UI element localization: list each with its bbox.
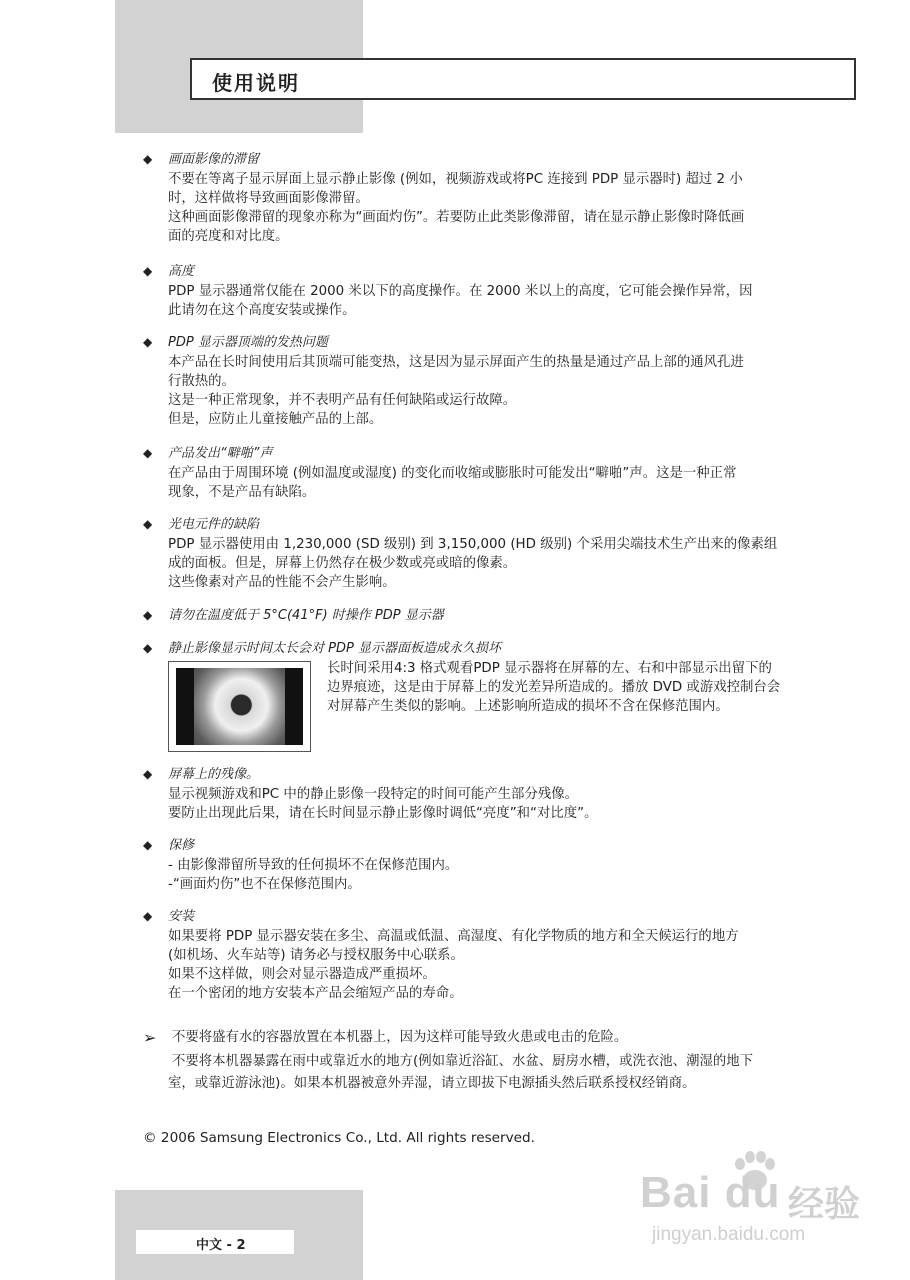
section-text: - 由影像滞留所导致的任何损坏不在保修范围内。 xyxy=(168,858,459,873)
section-text: 现象，不是产品有缺陷。 xyxy=(168,485,316,500)
section-heading: 安装 xyxy=(168,909,195,924)
bullet-icon: ◆ xyxy=(143,335,153,349)
note-text: 不要将盛有水的容器放置在本机器上，因为这样可能导致火患或电击的危险。 xyxy=(172,1030,628,1045)
tv-screen-illustration xyxy=(168,661,311,752)
bullet-icon: ◆ xyxy=(143,446,153,460)
section-heading: 产品发出“噼啪”声 xyxy=(168,446,273,461)
section-text: (如机场、火车站等) 请务必与授权服务中心联系。 xyxy=(168,948,464,963)
bullet-icon: ◆ xyxy=(143,641,153,655)
section-text: PDP 显示器使用由 1,230,000 (SD 级别) 到 3,150,000 (HD 级别) 个采用尖端技术生产出来的像素组 xyxy=(168,537,778,552)
bullet-icon: ◆ xyxy=(143,909,153,923)
section-text: 成的面板。但是，屏幕上仍然存在极少数或亮或暗的像素。 xyxy=(168,556,517,571)
arrow-icon: ➢ xyxy=(143,1028,157,1047)
section-heading: 光电元件的缺陷 xyxy=(168,517,260,532)
section-text: 这是一种正常现象，并不表明产品有任何缺陷或运行故障。 xyxy=(168,393,517,408)
note-text: 不要将本机器暴露在雨中或靠近水的地方(例如靠近浴缸、水盆、厨房水槽，或洗衣池、潮湿的地下 xyxy=(172,1054,754,1069)
section-text: 在一个密闭的地方安装本产品会缩短产品的寿命。 xyxy=(168,986,463,1001)
bullet-icon: ◆ xyxy=(143,264,153,278)
section-heading: PDP 显示器顶端的发热问题 xyxy=(168,335,328,350)
section-heading: 高度 xyxy=(168,264,195,279)
section-text: 本产品在长时间使用后其顶端可能变热，这是因为显示屏面产生的热量是通过产品上部的通风孔进 xyxy=(168,355,744,370)
section-heading: 画面影像的滞留 xyxy=(168,152,260,167)
baidu-watermark xyxy=(640,1150,870,1250)
section-text: 不要在等离子显示屏面上显示静止影像 (例如，视频游戏或将PC 连接到 PDP 显示器时) 超过 2 小 xyxy=(168,172,743,187)
section-text: 在产品由于周围环境 (例如温度或湿度) 的变化而收缩或膨胀时可能发出“噼啪”声。这是一种正常 xyxy=(168,466,737,481)
section-text: 如果不这样做，则会对显示器造成严重损坏。 xyxy=(168,967,436,982)
section-text: 对屏幕产生类似的影响。上述影响所造成的损坏不含在保修范围内。 xyxy=(327,699,729,714)
section-text: 但是，应防止儿童接触产品的上部。 xyxy=(168,412,383,427)
section-text: 行散热的。 xyxy=(168,374,235,389)
section-text: 这些像素对产品的性能不会产生影响。 xyxy=(168,575,396,590)
section-text: 这种画面影像滞留的现象亦称为“画面灼伤”。若要防止此类影像滞留，请在显示静止影像时降低画 xyxy=(168,210,745,225)
section-heading: 静止影像显示时间太长会对 PDP 显示器面板造成永久损坏 xyxy=(168,641,501,656)
section-text: 面的亮度和对比度。 xyxy=(168,229,289,244)
section-text: 此请勿在这个高度安装或操作。 xyxy=(168,303,356,318)
section-text: 显示视频游戏和PC 中的静止影像一段特定的时间可能产生部分残像。 xyxy=(168,787,579,802)
section-text: -“画面灼伤”也不在保修范围内。 xyxy=(168,877,361,892)
flower-image xyxy=(194,668,285,745)
section-text: 时，这样做将导致画面影像滞留。 xyxy=(168,191,369,206)
watermark-url: jingyan.baidu.com xyxy=(652,1224,806,1245)
page-title-box xyxy=(190,58,856,100)
section-heading: 屏幕上的残像。 xyxy=(168,767,260,782)
bullet-icon: ◆ xyxy=(143,838,153,852)
watermark-cn: 经验 xyxy=(788,1184,861,1225)
section-heading: 保修 xyxy=(168,838,195,853)
section-text: PDP 显示器通常仅能在 2000 米以下的高度操作。在 2000 米以上的高度，它可能会操作异常，因 xyxy=(168,284,753,299)
section-text: 如果要将 PDP 显示器安装在多尘、高温或低温、高湿度、有化学物质的地方和全天候运行的地方 xyxy=(168,929,739,944)
note-text: 室，或靠近游泳池)。如果本机器被意外弄湿，请立即拔下电源插头然后联系授权经销商。 xyxy=(168,1076,696,1091)
section-text: 边界痕迹，这是由于屏幕上的发光差异所造成的。播放 DVD 或游戏控制台会 xyxy=(327,680,781,695)
bullet-icon: ◆ xyxy=(143,517,153,531)
section-text: 要防止出现此后果，请在长时间显示静止影像时调低“亮度”和“对比度”。 xyxy=(168,806,598,821)
bullet-icon: ◆ xyxy=(143,152,153,166)
page-number: 中文 - 2 xyxy=(196,1238,246,1253)
section-heading: 请勿在温度低于 5°C(41°F) 时操作 PDP 显示器 xyxy=(168,608,444,623)
copyright: © 2006 Samsung Electronics Co., Ltd. All rights reserved. xyxy=(143,1130,535,1146)
bullet-icon: ◆ xyxy=(143,608,153,622)
bullet-icon: ◆ xyxy=(143,767,153,781)
watermark-logo: Bai du xyxy=(640,1168,781,1217)
section-text: 长时间采用4:3 格式观看PDP 显示器将在屏幕的左、右和中部显示出留下的 xyxy=(327,661,772,676)
tv-screen xyxy=(176,668,303,745)
page-number-box xyxy=(136,1230,294,1254)
page-title: 使用说明 xyxy=(212,71,300,95)
